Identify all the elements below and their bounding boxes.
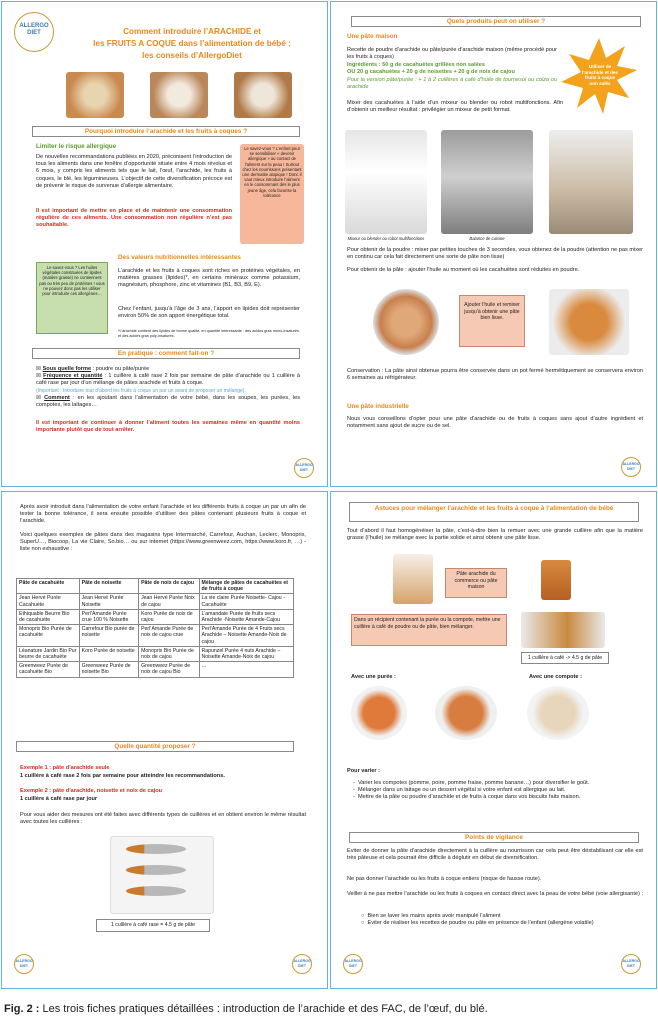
- puree-photo-2: [435, 686, 497, 740]
- table-body: [17, 594, 294, 677]
- example2-text: 1 cuillère à café rase par jour: [20, 796, 98, 802]
- table-header-1: Pâte de noisette: [79, 579, 138, 594]
- bullet-form: ☒ Sous quelle forme : poudre ou pâte/purée: [36, 366, 150, 372]
- limit-title: Limiter le risque allergique: [36, 143, 117, 150]
- table-cell: La vie claire Purée Noisette- Cajou - Cacahuète: [199, 594, 294, 609]
- industrial-text: Nous vous conseillons d’opter pour une pâte d’arachide ou de fruits à coques sans ajout d’autre ingrédient et notamment sans ajout de sucre ou de sel.: [347, 416, 643, 430]
- table-cell: Perl’Amande Purée de 4 Fruits secs Arachide – Noisette Amande-Noix de cajou: [199, 625, 294, 647]
- table-row: [17, 609, 294, 624]
- table-cell: Monoprix Bio Purée de noix de cajou: [139, 646, 199, 661]
- spoon-3: [126, 886, 186, 896]
- page-title: Comment introduire l’ARACHIDE et les FRUITS A COQUE dans l’alimentation de bébé : les conseils d’AllergoDiet: [93, 27, 291, 60]
- table-row: [17, 662, 294, 677]
- spoon-caption: 1 cuillère à café rase = 4.5 g de pâte: [96, 919, 210, 932]
- spoon-photo: [521, 612, 605, 648]
- table-cell: Perl’Amande Purée crue 100 % Noisette: [79, 609, 138, 624]
- table-header-3: Mélange de pâtes de cacahuètes et de fruits à coque: [199, 579, 294, 594]
- compote-photo: [527, 686, 589, 740]
- vigilance-header: Points de vigilance: [349, 832, 639, 843]
- table-cell: Greenweez Purée de noix de cajou Bio: [139, 662, 199, 677]
- powder-bowl-photo: [373, 289, 439, 355]
- allergodiet-small-logo-3: ALLERGO DIET: [14, 954, 34, 974]
- vigilance-text-1: Eviter de donner la pâte d’arachide directement à la cuillère au nourrisson car cela peut être déstabilisant car elle est très pâteuse et cela pourrait être difficile à déglutir en début de diversification.: [347, 848, 643, 862]
- mixer-instructions: Mixer des cacahuètes à l’aide d’un mixeur ou blender ou robot multifonctions. Afin d’obtenir un meilleur résultat : privilégier un mixeur de petit format.: [347, 100, 563, 114]
- practice-header: En pratique : comment fait-on ?: [32, 348, 300, 359]
- powder-instructions: Pour obtenir de la poudre : mixer par petites touches de 3 secondes, vous obtenez de la poudre (attention ne pas mixer en continu car cela fait directement une sorte de pâte non lisse): [347, 247, 643, 261]
- table-header-2: Pâte de noix de cajou: [139, 579, 199, 594]
- paste-instructions: Pour obtenir de la pâte : ajouter l’huile au moment où les cacahuètes sont réduites en poudre.: [347, 267, 580, 273]
- table-cell: Léanature Jardin Bio Pur beurre de cacahuète: [17, 646, 80, 661]
- scale-photo: [441, 130, 533, 234]
- spoon-2: [126, 865, 186, 875]
- table-row: [17, 594, 294, 609]
- figure-caption: Fig. 2 : Les trois fiches pratiques détaillées : introduction de l’arachide et des FAC, de l’œuf, du blé.: [4, 1003, 488, 1015]
- savez-vous-box-1: Le savez-vous ? L’enfant peut se sensibiliser « devenir allergique » au contact de l’aliment sur la peau ! Surtout chez les nourrissons présentant une dermatite atopique ! Donc il vaut mieux introduire l’aliment en le consommant dès le plus jeune âge, cela favorise la tolérance: [240, 144, 304, 244]
- paste-version: Pour la version pâte/purée : + 1 à 2 cuillères à café d’huile de tournesol ou colza ou arachide: [347, 77, 557, 91]
- star-badge-text: Utiliser de l’arachide et des fruits à coque non salés: [581, 64, 618, 86]
- table-cell: Ethiquable Beurre Bio de cacahuète: [17, 609, 80, 624]
- vigilance-item: ○ Eviter de réaliser les recettes de poudre ou pâte en présence de l’enfant (allergène volatile): [361, 920, 594, 927]
- paste-bowl-photo: [549, 289, 629, 355]
- vigilance-item: ○ Bien se laver les mains après avoir manipulé l’aliment: [361, 913, 501, 919]
- table-cell: Jean Hervé Purée Cacahuète: [17, 594, 80, 609]
- homogenize-text: Tout d’abord il faut homogénéiser la pâte, c’est-à-dire bien la remuer avec une grande cuillère afin que la matière grasse (l’huile) se mélange avec la partie solide et ainsi obtenir une pâte lisse.: [347, 528, 643, 542]
- table-header-row: [17, 579, 294, 594]
- vary-list: [353, 780, 633, 802]
- scale-caption: Balance de cuisine: [469, 236, 505, 241]
- store-examples: Voici quelques exemples de pâtes dans des magasins type Intermarché, Carrefour, Auchan, Leclerc, Monoprix, SuperU…, Biocoop, La vie Claire, So.bio… ou sur internet (https://www.greenweez.com, https://www.koro.fr, …) - liste non exhaustive :: [20, 532, 306, 553]
- ingredients-line: Ingrédients : 50 g de cacahuètes grillées non salées: [347, 62, 486, 68]
- vary-item: - Mélanger dans un laitage ou un dessert végétal si votre enfant est allergique au lait.: [353, 787, 566, 794]
- jar-label-box: Pâte arachide du commerce ou pâte maison: [445, 568, 507, 598]
- combination-intro: Après avoir introduit dans l’alimentation de votre enfant l’arachide et les différents fruits à coque un par un afin de tester la bonne tolérance, il sera ensuite possible d’utiliser des pâtes contenant plusieurs fruits à coque et l’arachide.: [20, 504, 306, 525]
- table-cell: L’amandaie Purée de fruits secs Arachide -Noisette Amande-Cajou: [199, 609, 294, 624]
- homemade-title: Une pâte maison: [347, 33, 398, 40]
- why-header: Pourquoi introduire l’arachide et les fruits à coques ?: [32, 126, 300, 137]
- mixer-caption: Mixeur ou blender ou robot multifonctions: [347, 236, 425, 241]
- vigilance-text-2: Ne pas donner l’arachide ou les fruits à coque entiers (risque de fausse route).: [347, 876, 542, 882]
- bullet-frequency: ☒ Fréquence et quantité : 1 cuillère à café rase 2 fois par semaine de pâte d’arachide ou 1 cuillère à café rase par jour d’un mélange de pâtes arachide et fruits à coque.: [36, 373, 301, 387]
- bullet-frequency-note: (Important : Introduire tout d’abord les fruits à coque un par un avant de proposer un mélange).: [36, 387, 246, 394]
- mixer-photo: [345, 130, 427, 234]
- quantity-header: Quelle quantité proposer ?: [16, 741, 294, 752]
- table-row: [17, 625, 294, 647]
- example2-title: Exemple 2 : pâte d’arachide, noisette et noix de cajou: [20, 788, 163, 794]
- jar-photo-2: [541, 560, 571, 600]
- table-row: [17, 646, 294, 661]
- example1-title: Exemple 1 : pâte d’arachide seule: [20, 765, 110, 771]
- ingredients-alt: OU 20 g cacahuètes + 20 g de noisettes + 20 g de noix de cajou: [347, 69, 515, 75]
- tips-header: Astuces pour mélanger l’arachide et les fruits à coque à l’alimentation de bébé: [349, 502, 639, 522]
- table-cell: …: [199, 662, 294, 677]
- vary-title: Pour varier :: [347, 768, 380, 774]
- allergodiet-small-logo-2: ALLERGO DIET: [621, 457, 641, 477]
- table-cell: Monoprix Bio Purée de cacahuète: [17, 625, 80, 647]
- spoon-1: [126, 844, 186, 854]
- example1-text: 1 cuillère à café rase 2 fois par semaine pour atteindre les recommandations.: [20, 773, 225, 779]
- sheet-tips: [330, 491, 657, 989]
- table-cell: Carrefour Bio purée de noisette: [79, 625, 138, 647]
- vigilance-list: [361, 913, 641, 927]
- table-cell: Jean Hervé Purée Noix de cajou: [139, 594, 199, 609]
- allergodiet-logo: ALLERGO DIET: [14, 12, 54, 52]
- allergodiet-small-logo-6: ALLERGO DIET: [621, 954, 641, 974]
- sheet-brands: [1, 491, 328, 989]
- spoon-weight-label: 1 cuillère à café -> 4.5 g de pâte: [521, 652, 609, 664]
- sheet-intro: [1, 1, 328, 487]
- vary-item: - Mettre de la pâte ou poudre d’arachide et de fruits à coque dans vos biscuits faits maison.: [353, 794, 581, 801]
- nuts-photo-2: [150, 72, 208, 118]
- industrial-title: Une pâte industrielle: [347, 403, 409, 410]
- table-header-0: Pâte de cacahuète: [17, 579, 80, 594]
- nutrition-note: *L’arachide contient des lipides de bonne qualité, en quantité intéressante : des acides gras mono-insaturés et des acides gras poly-insaturés.: [118, 329, 299, 338]
- savez-vous-box-2: Le savez-vous ? Les huiles végétales constituées de lipides (matière grasse) ne contiennent pas ou très peu de protéines ! vous ne pouvez donc pas les utiliser pour introduire ces allergènes…: [36, 262, 108, 334]
- products-header: Quels produits peut on utiliser ?: [351, 16, 641, 27]
- compote-label: Avec une compote :: [529, 674, 582, 680]
- table-cell: Perl’Amande Purée de noix de cajou crue: [139, 625, 199, 647]
- nutrition-paragraph-1: L’arachide et les fruits à coques sont riches en protéines végétales, en matières grasses (lipides)*, en certains minéraux comme potassium, magnésium, phosphore, zinc et vitamines (B1, B3, B9, E).: [118, 268, 300, 289]
- table-cell: Greenweez Purée de noisette Bio: [79, 662, 138, 677]
- nuts-photo-3: [234, 72, 292, 118]
- measure-text: Pour vous aider des mesures ont été faites avec différents types de cuillères et en obtient environ le même résultat avec toutes les cuillères :: [20, 812, 306, 826]
- vary-item: - Varier les compotes (pomme, poire, pomme fraise, pomme banane…) pour diversifier le goût.: [353, 780, 590, 786]
- puree-label: Avec une purée :: [351, 674, 396, 680]
- add-oil-box: Ajouter l’huile et remixer jusqu’à obtenir une pâte bien lisse.: [459, 295, 525, 347]
- allergodiet-small-logo-5: ALLERGO DIET: [343, 954, 363, 974]
- table-cell: Jean Hervé Purée Noisette: [79, 594, 138, 609]
- conservation-text: Conservation : La pâte ainsi obtenue pourra être conservée dans un pot fermé hermétiquement se conservera environ 6 semaines au réfrigérateur.: [347, 368, 643, 382]
- limit-paragraph: De nouvelles recommandations publiées en 2020, préconisent l’introduction de tous les aliments dans une fenêtre d’opportunité située entre 4 mois révolus et 6 mois, y compris les aliments tels que le lait, l’œuf, l’arachide, les fruits à coques, le blé, les légumineuses. L’objectif de cette diversification précoce est de prévenir le risque de survenue d’allergie alimentaire.: [36, 154, 232, 189]
- allergodiet-small-logo-4: ALLERGO DIET: [292, 954, 312, 974]
- recipient-box: Dans un récipient contenant la purée ou la compote, mettre une cuillère à café de poudre ou de pâte, bien mélanger.: [351, 614, 507, 646]
- jar-photo-1: [393, 554, 433, 604]
- allergodiet-small-logo: ALLERGO DIET: [294, 458, 314, 478]
- nutrition-title: Des valeurs nutritionnelles intéressantes: [118, 254, 241, 261]
- table-cell: Rapunzel Purée 4 nuts Arachide – Noisette Amande-Noix de cajou: [199, 646, 294, 661]
- table-cell: Koro Purée de noix de cajou: [139, 609, 199, 624]
- limit-warning: Il est important de mettre en place et de maintenir une consommation régulière de ces aliments. Une consommation non régulière n’est pas souhaitable.: [36, 208, 232, 229]
- recipe-intro: Recette de poudre d’arachide ou pâte/purée d’arachide maison (même procédé pour les fruits à coques): [347, 47, 557, 61]
- bullet-how: ☒ Comment : en les ajoutant dans l’alimentation de votre bébé, dans les soupes, les purées, les compotes, les laitages…: [36, 394, 300, 409]
- practice-list: [36, 366, 300, 409]
- nuts-photo-1: [66, 72, 124, 118]
- brands-table: [16, 578, 294, 678]
- sheet-products: [330, 1, 657, 487]
- blender-photo: [549, 130, 633, 234]
- nutrition-paragraph-2: Chez l’enfant, jusqu’à l’âge de 3 ans, l’apport en lipides doit représenter environ 50% de son apport énergétique total.: [118, 306, 300, 320]
- table-cell: Greenweez Purée de cacahuète Bio: [17, 662, 80, 677]
- final-warning: Il est important de continuer à donner l’aliment toutes les semaines même en quantité moins importante plutôt que de tout arrêter.: [36, 420, 300, 434]
- figure-caption-band: [0, 997, 658, 1024]
- puree-photo-1: [351, 686, 407, 740]
- vigilance-text-3: Veiller à ne pas mettre l’arachide ou les fruits à coques en contact direct avec la peau de votre bébé (voie allergisante) :: [347, 891, 644, 897]
- table-cell: Koro Purée de noisette: [79, 646, 138, 661]
